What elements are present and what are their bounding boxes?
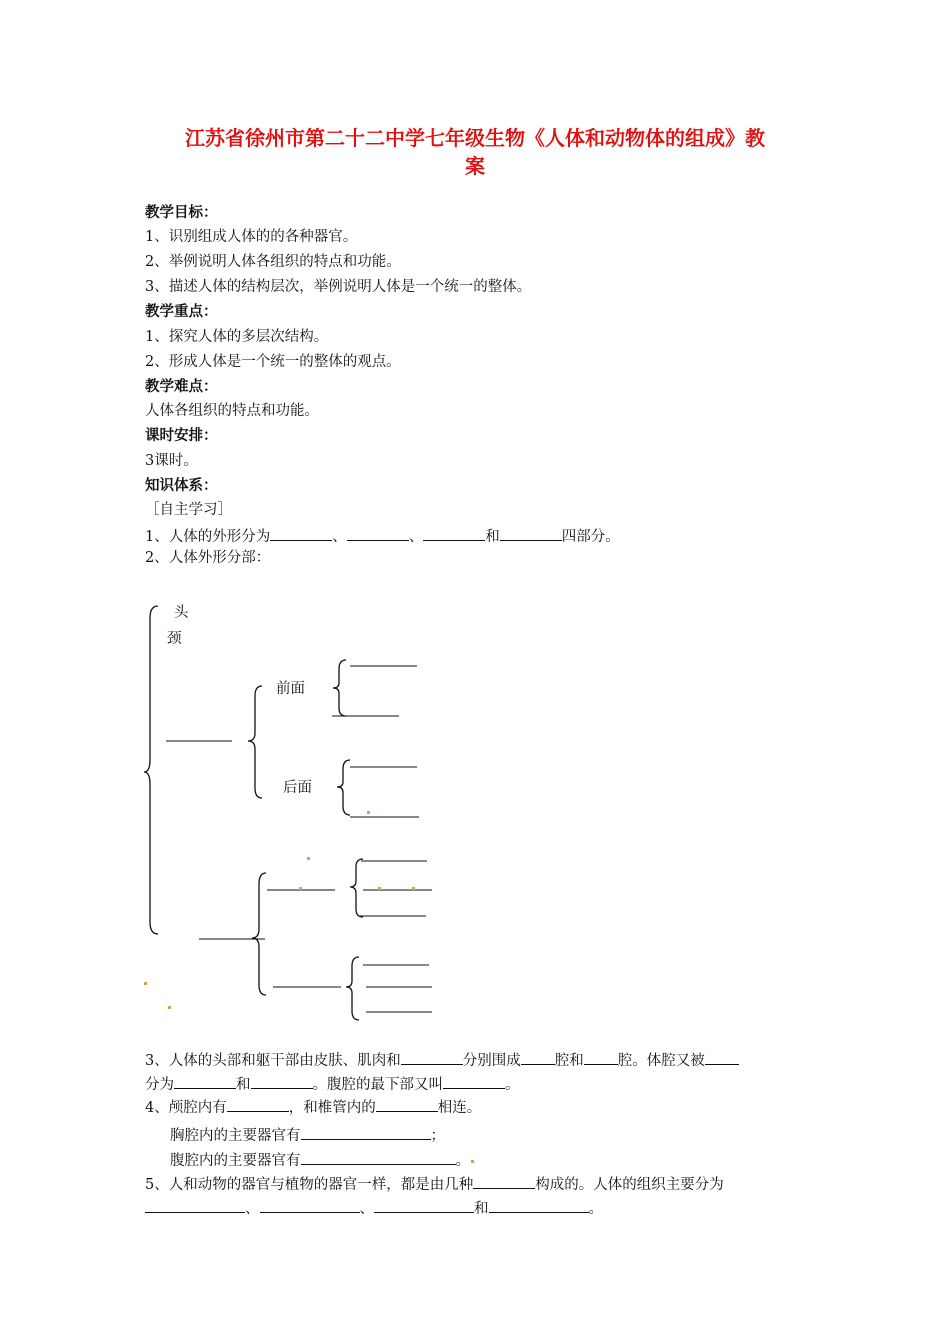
upper-mid-brace (248, 686, 262, 798)
blank[interactable] (584, 1050, 618, 1065)
label-front: 前面 (276, 681, 305, 697)
blank[interactable] (174, 1074, 236, 1089)
schedule-heading: 课时安排： (145, 428, 218, 444)
blank[interactable] (443, 1074, 505, 1089)
objective-item: 3、描述人体的结构层次，举例说明人体是一个统一的整体。 (145, 279, 532, 295)
scan-dot (378, 887, 381, 890)
key-point-item: 2、形成人体是一个统一的整体的观点。 (145, 354, 401, 370)
question-1: 1、人体的外形分为 、 、 和 四部分。 (145, 526, 620, 546)
blank[interactable] (301, 1150, 456, 1165)
scan-dot (144, 982, 147, 985)
scan-dot (367, 811, 370, 814)
scan-dot (299, 887, 302, 890)
key-points-heading: 教学重点： (145, 304, 218, 320)
objective-item: 2、举例说明人体各组织的特点和功能。 (145, 254, 401, 270)
scan-dot (307, 857, 310, 860)
scan-dot (471, 1160, 474, 1163)
blank[interactable] (473, 1174, 535, 1189)
blank[interactable] (260, 1198, 360, 1213)
back-brace (337, 760, 350, 815)
question-3-line-1: 3、人体的头部和躯干部由皮肤、肌肉和 分别围成 腔和 腔。体腔又被 (145, 1050, 739, 1070)
key-point-item: 1、探究人体的多层次结构。 (145, 329, 329, 345)
question-5-line-2: 、 、 和 。 (145, 1198, 603, 1218)
lower-limb-brace (346, 957, 359, 1020)
objectives-heading: 教学目标： (145, 205, 218, 221)
title-line-1: 江苏省徐州市第二十二中学七年级生物《人体和动物体的组成》教 (185, 126, 765, 150)
main-brace (144, 606, 158, 934)
label-head: 头 (174, 605, 189, 621)
blank[interactable] (374, 1198, 474, 1213)
scan-dot (168, 1006, 171, 1009)
label-back: 后面 (283, 780, 312, 796)
blank[interactable] (301, 1125, 431, 1140)
blank[interactable] (251, 1074, 313, 1089)
difficulties-heading: 教学难点： (145, 379, 218, 395)
question-5-line-1: 5、人和动物的器官与植物的器官一样，都是由几种 构成的。人体的组织主要分为 (145, 1174, 724, 1194)
difficulty-item: 人体各组织的特点和功能。 (145, 403, 319, 419)
blank[interactable] (489, 1198, 589, 1213)
blank[interactable] (705, 1050, 739, 1065)
label-neck: 颈 (167, 631, 182, 647)
schedule-item: 3课时。 (145, 453, 198, 469)
blank[interactable] (227, 1097, 289, 1112)
question-2: 2、人体外形分部： (145, 550, 271, 566)
question-3-line-2: 分为 和 。腹腔的最下部又叫 。 (145, 1074, 520, 1094)
title-line-2: 案 (465, 154, 485, 178)
question-4-line-1: 4、颅腔内有 ，和椎管内的 相连。 (145, 1097, 481, 1117)
blank[interactable] (145, 1198, 245, 1213)
question-4-line-2: 胸腔内的主要器官有 ； (170, 1125, 445, 1145)
upper-limb-brace (350, 859, 363, 917)
blank[interactable] (521, 1050, 555, 1065)
blank[interactable] (401, 1050, 463, 1065)
objective-item: 1、识别组成人体的的各种器官。 (145, 229, 358, 245)
self-study-label: ［自主学习］ (145, 502, 232, 518)
knowledge-heading: 知识体系： (145, 478, 218, 494)
front-brace (333, 660, 346, 716)
lower-mid-brace (252, 873, 266, 995)
question-4-line-3: 腹腔内的主要器官有 。 (170, 1150, 470, 1170)
blank[interactable] (376, 1097, 438, 1112)
scan-dot (412, 887, 415, 890)
